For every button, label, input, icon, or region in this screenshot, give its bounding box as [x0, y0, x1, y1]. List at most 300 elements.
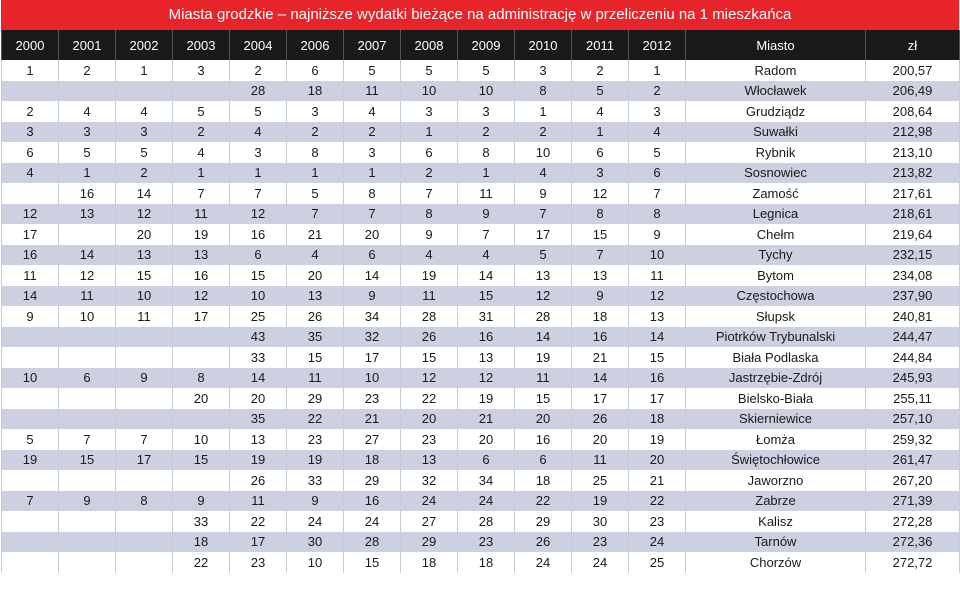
rank-cell: 22 — [401, 388, 458, 409]
rank-cell: 9 — [572, 286, 629, 307]
rank-cell: 18 — [401, 552, 458, 573]
rank-cell: 20 — [401, 409, 458, 430]
rank-cell: 16 — [230, 224, 287, 245]
table-row — [2, 122, 960, 143]
rank-cell: 20 — [458, 429, 515, 450]
rank-cell: 4 — [2, 163, 59, 184]
rank-cell: 9 — [287, 491, 344, 512]
rank-cell: 3 — [2, 122, 59, 143]
rank-cell: 15 — [515, 388, 572, 409]
rank-cell: 18 — [458, 552, 515, 573]
rank-cell: 23 — [230, 552, 287, 573]
rank-cell: 22 — [515, 491, 572, 512]
rank-cell: 20 — [629, 450, 686, 471]
table-row — [2, 388, 960, 409]
rank-cell: 5 — [572, 81, 629, 102]
rank-cell: 11 — [344, 81, 401, 102]
rank-cell: 5 — [230, 101, 287, 122]
rank-cell: 11 — [287, 368, 344, 389]
city-cell: Jaworzno — [686, 470, 866, 491]
rank-cell: 11 — [458, 183, 515, 204]
rank-cell: 4 — [344, 101, 401, 122]
rank-cell: 28 — [458, 511, 515, 532]
rank-cell: 3 — [572, 163, 629, 184]
rank-cell: 2 — [629, 81, 686, 102]
table-container — [1, 0, 959, 573]
rank-cell: 29 — [287, 388, 344, 409]
rank-cell: 7 — [401, 183, 458, 204]
city-cell: Sosnowiec — [686, 163, 866, 184]
rank-cell: 4 — [230, 122, 287, 143]
rank-cell: 20 — [344, 224, 401, 245]
city-cell: Chorzów — [686, 552, 866, 573]
rank-cell — [116, 552, 173, 573]
rank-cell — [59, 81, 116, 102]
rank-cell: 24 — [287, 511, 344, 532]
rank-cell: 15 — [344, 552, 401, 573]
rank-cell: 5 — [401, 60, 458, 81]
rank-cell: 27 — [401, 511, 458, 532]
rank-cell: 7 — [230, 183, 287, 204]
rank-cell: 13 — [401, 450, 458, 471]
rank-cell: 4 — [401, 245, 458, 266]
rank-cell: 3 — [287, 101, 344, 122]
rank-cell: 10 — [116, 286, 173, 307]
rank-cell: 23 — [458, 532, 515, 553]
city-cell: Łomża — [686, 429, 866, 450]
rank-cell: 2 — [59, 60, 116, 81]
value-cell: 213,10 — [866, 142, 960, 163]
rank-cell — [116, 511, 173, 532]
rank-cell: 10 — [458, 81, 515, 102]
rank-cell: 19 — [401, 265, 458, 286]
rank-cell: 10 — [401, 81, 458, 102]
column-header: 2009 — [458, 30, 515, 60]
rank-cell: 6 — [458, 450, 515, 471]
rank-cell: 14 — [629, 327, 686, 348]
rank-cell — [59, 327, 116, 348]
column-header: 2010 — [515, 30, 572, 60]
table-row — [2, 163, 960, 184]
rank-cell: 26 — [515, 532, 572, 553]
rank-cell: 12 — [572, 183, 629, 204]
value-cell: 272,36 — [866, 532, 960, 553]
rank-cell: 26 — [230, 470, 287, 491]
rank-cell: 16 — [173, 265, 230, 286]
rank-cell: 2 — [572, 60, 629, 81]
rank-cell: 16 — [59, 183, 116, 204]
rank-cell: 4 — [59, 101, 116, 122]
rank-cell: 19 — [458, 388, 515, 409]
rank-cell: 24 — [344, 511, 401, 532]
rank-cell: 24 — [401, 491, 458, 512]
column-header: 2011 — [572, 30, 629, 60]
rank-cell: 12 — [59, 265, 116, 286]
rank-cell: 28 — [230, 81, 287, 102]
rank-cell: 8 — [401, 204, 458, 225]
rank-cell: 2 — [230, 60, 287, 81]
rank-cell: 13 — [59, 204, 116, 225]
rank-cell: 21 — [572, 347, 629, 368]
rank-cell — [116, 327, 173, 348]
rank-cell — [2, 511, 59, 532]
rank-cell: 20 — [287, 265, 344, 286]
rank-cell: 20 — [173, 388, 230, 409]
rank-cell: 25 — [230, 306, 287, 327]
rank-cell: 20 — [572, 429, 629, 450]
rank-cell: 14 — [59, 245, 116, 266]
rank-cell: 21 — [458, 409, 515, 430]
rank-cell — [2, 552, 59, 573]
rank-cell — [116, 388, 173, 409]
rank-cell: 17 — [344, 347, 401, 368]
rank-cell: 18 — [515, 470, 572, 491]
rank-cell: 18 — [344, 450, 401, 471]
rank-cell: 1 — [401, 122, 458, 143]
rank-cell: 1 — [116, 60, 173, 81]
rank-cell: 17 — [230, 532, 287, 553]
rank-cell: 1 — [458, 163, 515, 184]
city-cell: Skierniewice — [686, 409, 866, 430]
table-row — [2, 491, 960, 512]
rank-cell: 26 — [572, 409, 629, 430]
rank-cell: 11 — [173, 204, 230, 225]
rank-cell: 16 — [629, 368, 686, 389]
rank-cell: 6 — [287, 60, 344, 81]
city-cell: Bytom — [686, 265, 866, 286]
header-row — [2, 30, 960, 60]
city-cell: Kalisz — [686, 511, 866, 532]
column-header: Miasto — [686, 30, 866, 60]
rank-cell — [116, 532, 173, 553]
city-cell: Zamość — [686, 183, 866, 204]
rank-cell: 23 — [287, 429, 344, 450]
rank-cell: 8 — [116, 491, 173, 512]
rank-cell: 22 — [230, 511, 287, 532]
rank-cell: 4 — [287, 245, 344, 266]
rank-cell: 7 — [515, 204, 572, 225]
rank-cell: 30 — [287, 532, 344, 553]
rank-cell: 7 — [344, 204, 401, 225]
rank-cell: 32 — [401, 470, 458, 491]
rank-cell: 1 — [287, 163, 344, 184]
rank-cell: 17 — [2, 224, 59, 245]
rank-cell: 35 — [230, 409, 287, 430]
rank-cell: 11 — [59, 286, 116, 307]
rank-cell: 6 — [230, 245, 287, 266]
city-cell: Rybnik — [686, 142, 866, 163]
value-cell: 200,57 — [866, 60, 960, 81]
rank-cell — [2, 347, 59, 368]
rank-cell: 34 — [344, 306, 401, 327]
rank-cell: 2 — [344, 122, 401, 143]
rank-cell: 3 — [59, 122, 116, 143]
rank-cell: 43 — [230, 327, 287, 348]
rank-cell: 1 — [515, 101, 572, 122]
table-row — [2, 245, 960, 266]
rank-cell: 27 — [344, 429, 401, 450]
rank-cell: 2 — [515, 122, 572, 143]
rank-cell: 33 — [287, 470, 344, 491]
rank-cell: 5 — [458, 60, 515, 81]
rank-cell: 21 — [629, 470, 686, 491]
rank-cell: 13 — [230, 429, 287, 450]
rank-cell: 14 — [2, 286, 59, 307]
rank-cell: 1 — [230, 163, 287, 184]
rank-cell: 11 — [572, 450, 629, 471]
rank-cell: 7 — [287, 204, 344, 225]
rank-cell — [2, 81, 59, 102]
value-cell: 217,61 — [866, 183, 960, 204]
rank-cell: 2 — [116, 163, 173, 184]
value-cell: 261,47 — [866, 450, 960, 471]
value-cell: 271,39 — [866, 491, 960, 512]
rank-cell: 8 — [629, 204, 686, 225]
rank-cell: 6 — [515, 450, 572, 471]
rank-cell: 10 — [173, 429, 230, 450]
rank-cell: 17 — [572, 388, 629, 409]
table-row — [2, 306, 960, 327]
rank-cell: 7 — [116, 429, 173, 450]
rank-cell — [2, 532, 59, 553]
rank-cell: 3 — [116, 122, 173, 143]
value-cell: 255,11 — [866, 388, 960, 409]
rank-cell: 11 — [401, 286, 458, 307]
rank-cell: 15 — [116, 265, 173, 286]
rank-cell: 5 — [344, 60, 401, 81]
table-row — [2, 142, 960, 163]
rank-cell: 5 — [515, 245, 572, 266]
rank-cell: 18 — [173, 532, 230, 553]
rank-cell: 5 — [116, 142, 173, 163]
rank-cell: 29 — [344, 470, 401, 491]
rank-cell — [59, 388, 116, 409]
rank-cell: 23 — [629, 511, 686, 532]
rank-cell: 8 — [515, 81, 572, 102]
column-header: 2004 — [230, 30, 287, 60]
city-cell: Suwałki — [686, 122, 866, 143]
rank-cell — [2, 409, 59, 430]
rank-cell: 19 — [173, 224, 230, 245]
rank-cell: 5 — [2, 429, 59, 450]
rank-cell: 33 — [173, 511, 230, 532]
rank-cell: 4 — [629, 122, 686, 143]
city-cell: Piotrków Trybunalski — [686, 327, 866, 348]
table-row — [2, 224, 960, 245]
rank-cell: 14 — [344, 265, 401, 286]
rank-cell — [59, 532, 116, 553]
rank-cell: 8 — [572, 204, 629, 225]
value-cell: 219,64 — [866, 224, 960, 245]
rank-cell: 3 — [629, 101, 686, 122]
rank-cell: 23 — [344, 388, 401, 409]
value-cell: 245,93 — [866, 368, 960, 389]
rank-cell: 13 — [287, 286, 344, 307]
rank-cell: 8 — [458, 142, 515, 163]
rank-cell: 19 — [230, 450, 287, 471]
rank-cell: 23 — [572, 532, 629, 553]
rank-cell: 25 — [572, 470, 629, 491]
rank-cell: 3 — [515, 60, 572, 81]
rank-cell: 11 — [116, 306, 173, 327]
rank-cell: 14 — [572, 368, 629, 389]
rank-cell: 28 — [401, 306, 458, 327]
rank-cell: 6 — [629, 163, 686, 184]
table-row — [2, 450, 960, 471]
rank-cell: 7 — [629, 183, 686, 204]
rank-cell: 8 — [344, 183, 401, 204]
rank-cell: 7 — [173, 183, 230, 204]
rank-cell: 19 — [2, 450, 59, 471]
city-cell: Bielsko-Biała — [686, 388, 866, 409]
rank-cell: 5 — [59, 142, 116, 163]
rank-cell: 12 — [401, 368, 458, 389]
table-row — [2, 81, 960, 102]
data-table — [1, 30, 960, 573]
rank-cell: 10 — [59, 306, 116, 327]
rank-cell: 3 — [458, 101, 515, 122]
rank-cell: 5 — [287, 183, 344, 204]
rank-cell: 13 — [629, 306, 686, 327]
rank-cell: 15 — [173, 450, 230, 471]
rank-cell — [59, 552, 116, 573]
city-cell: Słupsk — [686, 306, 866, 327]
rank-cell — [2, 327, 59, 348]
rank-cell: 12 — [2, 204, 59, 225]
table-body — [2, 60, 960, 573]
rank-cell: 9 — [2, 306, 59, 327]
rank-cell: 16 — [344, 491, 401, 512]
value-cell: 232,15 — [866, 245, 960, 266]
rank-cell: 20 — [116, 224, 173, 245]
rank-cell: 6 — [401, 142, 458, 163]
column-header: 2012 — [629, 30, 686, 60]
city-cell: Tychy — [686, 245, 866, 266]
rank-cell: 34 — [458, 470, 515, 491]
rank-cell: 19 — [515, 347, 572, 368]
rank-cell: 16 — [2, 245, 59, 266]
city-cell: Biała Podlaska — [686, 347, 866, 368]
rank-cell: 19 — [629, 429, 686, 450]
rank-cell — [173, 81, 230, 102]
rank-cell: 11 — [515, 368, 572, 389]
rank-cell: 12 — [458, 368, 515, 389]
rank-cell: 26 — [287, 306, 344, 327]
rank-cell: 9 — [59, 491, 116, 512]
rank-cell: 13 — [572, 265, 629, 286]
table-row — [2, 552, 960, 573]
rank-cell: 12 — [230, 204, 287, 225]
value-cell: 244,47 — [866, 327, 960, 348]
rank-cell: 28 — [515, 306, 572, 327]
city-cell: Zabrze — [686, 491, 866, 512]
rank-cell: 2 — [401, 163, 458, 184]
city-cell: Radom — [686, 60, 866, 81]
rank-cell — [116, 81, 173, 102]
rank-cell: 22 — [629, 491, 686, 512]
city-cell: Częstochowa — [686, 286, 866, 307]
rank-cell: 9 — [401, 224, 458, 245]
rank-cell: 15 — [287, 347, 344, 368]
rank-cell: 28 — [344, 532, 401, 553]
value-cell: 212,98 — [866, 122, 960, 143]
value-cell: 257,10 — [866, 409, 960, 430]
city-cell: Włocławek — [686, 81, 866, 102]
rank-cell: 18 — [287, 81, 344, 102]
rank-cell: 4 — [458, 245, 515, 266]
rank-cell: 1 — [2, 60, 59, 81]
rank-cell: 12 — [629, 286, 686, 307]
rank-cell — [2, 183, 59, 204]
rank-cell: 19 — [287, 450, 344, 471]
rank-cell: 5 — [629, 142, 686, 163]
rank-cell: 9 — [116, 368, 173, 389]
rank-cell: 22 — [287, 409, 344, 430]
rank-cell: 9 — [515, 183, 572, 204]
rank-cell: 18 — [629, 409, 686, 430]
city-cell: Świętochłowice — [686, 450, 866, 471]
rank-cell — [2, 388, 59, 409]
rank-cell: 17 — [629, 388, 686, 409]
table-row — [2, 286, 960, 307]
table-row — [2, 265, 960, 286]
rank-cell: 3 — [401, 101, 458, 122]
city-cell: Chełm — [686, 224, 866, 245]
rank-cell: 16 — [515, 429, 572, 450]
rank-cell: 7 — [59, 429, 116, 450]
city-cell: Tarnów — [686, 532, 866, 553]
column-header: 2008 — [401, 30, 458, 60]
rank-cell: 12 — [173, 286, 230, 307]
rank-cell: 29 — [401, 532, 458, 553]
column-header: 2002 — [116, 30, 173, 60]
rank-cell: 2 — [287, 122, 344, 143]
table-row — [2, 429, 960, 450]
rank-cell: 20 — [230, 388, 287, 409]
rank-cell: 15 — [572, 224, 629, 245]
rank-cell: 9 — [344, 286, 401, 307]
rank-cell: 25 — [629, 552, 686, 573]
rank-cell — [116, 470, 173, 491]
city-cell: Jastrzębie-Zdrój — [686, 368, 866, 389]
value-cell: 237,90 — [866, 286, 960, 307]
rank-cell: 4 — [173, 142, 230, 163]
rank-cell: 13 — [116, 245, 173, 266]
rank-cell: 7 — [572, 245, 629, 266]
rank-cell: 2 — [173, 122, 230, 143]
rank-cell: 13 — [515, 265, 572, 286]
rank-cell: 5 — [173, 101, 230, 122]
rank-cell — [173, 470, 230, 491]
rank-cell: 20 — [515, 409, 572, 430]
rank-cell: 24 — [629, 532, 686, 553]
rank-cell: 1 — [629, 60, 686, 81]
rank-cell — [59, 511, 116, 532]
rank-cell: 10 — [287, 552, 344, 573]
value-cell: 234,08 — [866, 265, 960, 286]
value-cell: 244,84 — [866, 347, 960, 368]
rank-cell: 19 — [572, 491, 629, 512]
value-cell: 272,72 — [866, 552, 960, 573]
rank-cell — [173, 409, 230, 430]
rank-cell: 15 — [59, 450, 116, 471]
rank-cell: 6 — [59, 368, 116, 389]
rank-cell: 14 — [458, 265, 515, 286]
table-row — [2, 470, 960, 491]
value-cell: 213,82 — [866, 163, 960, 184]
table-row — [2, 183, 960, 204]
rank-cell: 23 — [401, 429, 458, 450]
